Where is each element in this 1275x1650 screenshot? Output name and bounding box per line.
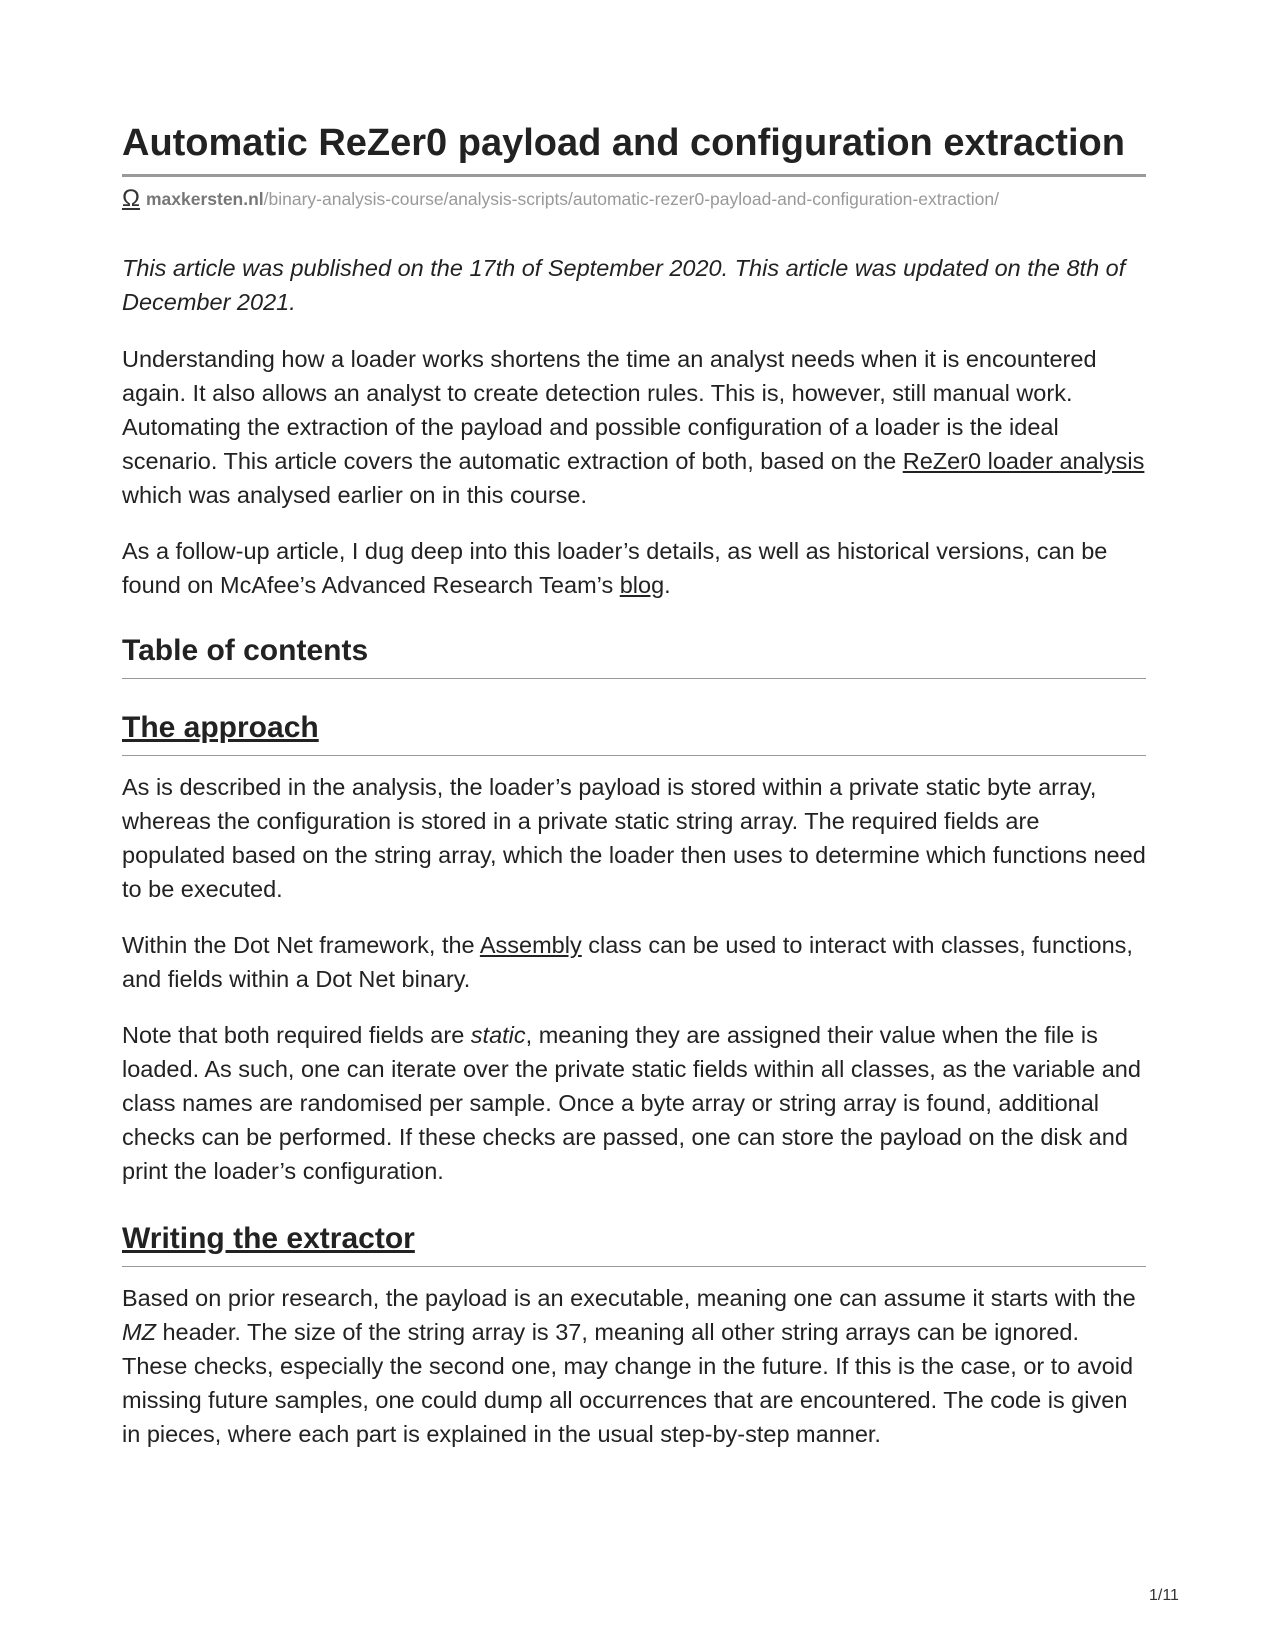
approach-paragraph-2 (122, 928, 1146, 996)
approach-heading[interactable]: The approach (122, 709, 1146, 756)
rezer0-analysis-link[interactable]: ReZer0 loader analysis (902, 448, 1145, 474)
source-url[interactable] (122, 185, 1146, 213)
writing-p1-text-end: header. The size of the string array is 37, meaning all other string arrays can be ignored. These checks, especially the second one, may change in the future. If this is the case, or to avoid missing future samples, one could dump all occurrences that are encountered. The code is given in pieces, where each part is explained in the usual step-by-step manner. (122, 1319, 1134, 1447)
writing-paragraph-1 (122, 1281, 1146, 1451)
approach-p3-text: Note that both required fields are (122, 1022, 471, 1048)
source-domain: maxkersten.nl (145, 188, 264, 209)
intro-text-end: which was analysed earlier on in this course. (122, 482, 588, 508)
toc-heading: Table of contents (122, 632, 1146, 679)
page-number: 1/11 (1149, 1587, 1179, 1604)
static-emphasis: static (470, 1022, 526, 1048)
publication-note: This article was published on the 17th of September 2020. This article was updated on the 8th of December 2021. (122, 255, 1126, 315)
assembly-link[interactable]: Assembly (479, 932, 582, 958)
source-path: /binary-analysis-course/analysis-scripts/automatic-rezer0-payload-and-configuration-extraction/ (263, 188, 999, 209)
mz-emphasis: MZ (122, 1319, 156, 1345)
followup-text-end: . (664, 572, 671, 598)
article (122, 120, 1146, 1451)
followup-text: As a follow-up article, I dug deep into this loader’s details, as well as historical versions, can be found on McAfee’s Advanced Research Team’s (122, 538, 1108, 598)
blog-link[interactable]: blog (619, 572, 665, 598)
approach-paragraph-1: As is described in the analysis, the loader’s payload is stored within a private static byte array, whereas the configuration is stored in a private static string array. The required fields are populated based on the string array, which the loader then uses to determine which functions need to be executed. (122, 774, 1146, 902)
page-title: Automatic ReZer0 payload and configuration extraction (122, 120, 1146, 177)
followup-paragraph (122, 534, 1146, 602)
approach-paragraph-3 (122, 1018, 1146, 1188)
intro-text: Understanding how a loader works shortens the time an analyst needs when it is encountered again. It also allows an analyst to create detection rules. This is, however, still manual work. Automating the extraction of the payload and possible configuration of a loader is the ideal scenario. This article covers the automatic extraction of both, based on the (122, 346, 1097, 474)
omega-icon: Ω (122, 185, 140, 212)
approach-p3-text-end: , meaning they are assigned their value when the file is loaded. As such, one can iterate over the private static fields within all classes, as the variable and class names are randomised per sample. Once a byte array or string array is found, additional checks can be performed. If these checks are passed, one can store the payload on the disk and print the loader’s configuration. (122, 1022, 1141, 1184)
writing-p1-text: Based on prior research, the payload is an executable, meaning one can assume it starts with the (122, 1285, 1136, 1311)
approach-p2-text-end: class can be used to interact with classes, functions, and fields within a Dot Net binary. (122, 932, 1133, 992)
approach-p2-text: Within the Dot Net framework, the (122, 932, 480, 958)
intro-paragraph (122, 342, 1146, 512)
writing-extractor-heading[interactable]: Writing the extractor (122, 1220, 1146, 1267)
